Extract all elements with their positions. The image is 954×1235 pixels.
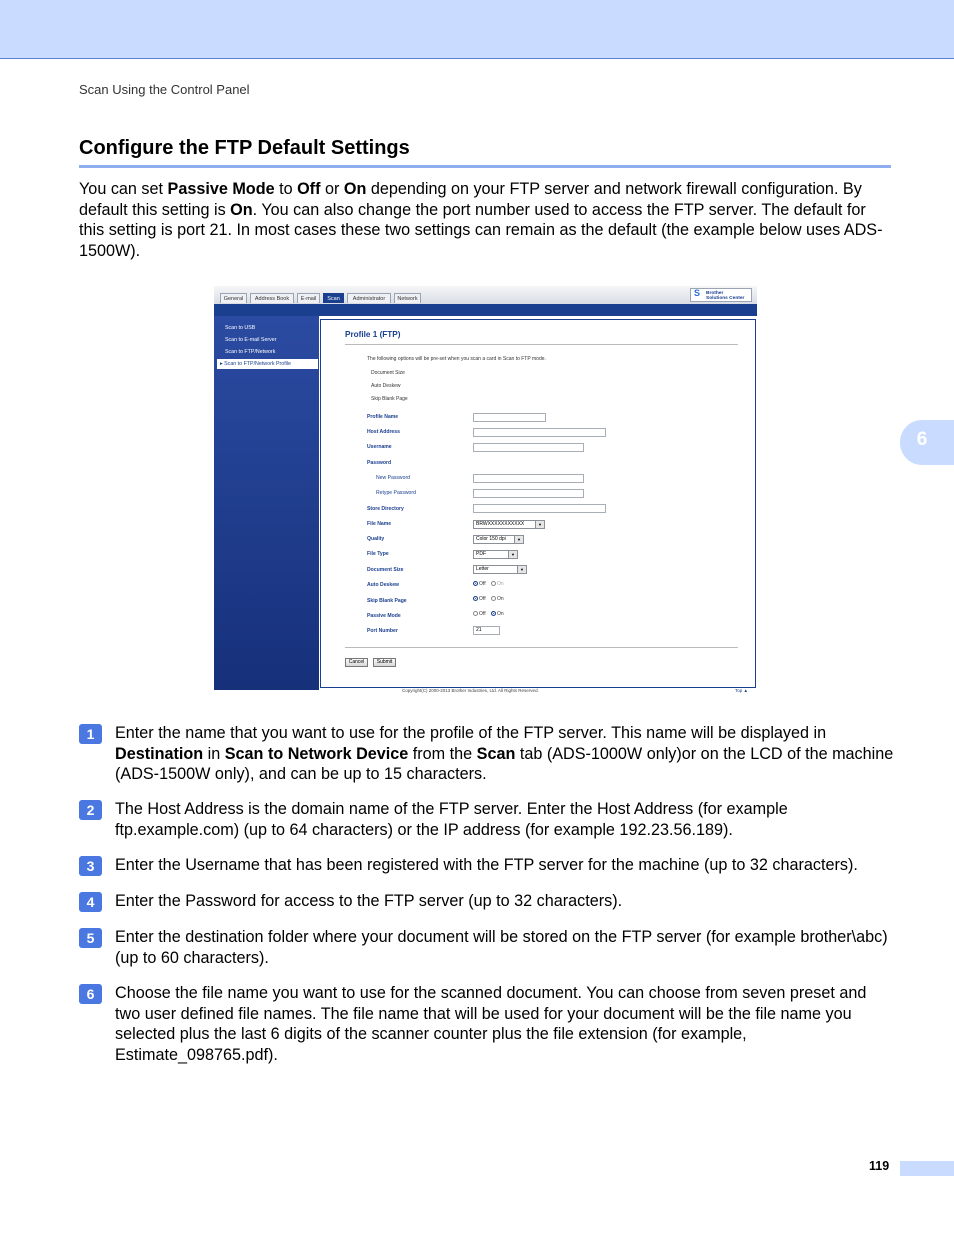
label-file-type: File Type — [367, 551, 389, 557]
step-text — [115, 723, 895, 785]
intro-bold-passive-mode: Passive Mode — [167, 180, 275, 198]
quality-select[interactable] — [473, 535, 524, 544]
top-header-band — [0, 0, 954, 59]
radio-label-off: Off — [479, 596, 486, 602]
label-skip-blank-page: Skip Blank Page — [367, 598, 407, 604]
intro-text: to — [274, 180, 298, 198]
store-directory-input[interactable] — [473, 504, 606, 513]
nav-strip — [214, 304, 757, 316]
step-number-badge: 6 — [79, 984, 102, 1004]
label-port-number: Port Number — [367, 628, 398, 634]
running-header: Scan Using the Control Panel — [79, 82, 250, 97]
intro-bold-on-default: On — [230, 200, 253, 219]
step-text-bold: Destination — [115, 744, 204, 763]
port-number-input[interactable]: 21 — [473, 626, 500, 635]
step-text-part: in — [203, 744, 225, 763]
radio-label-off: Off — [479, 581, 486, 587]
label-store-directory: Store Directory — [367, 506, 404, 512]
intro-text: or — [320, 180, 344, 198]
submit-button[interactable]: Submit — [373, 658, 396, 667]
radio-label-on: On — [496, 611, 504, 617]
step-text: Enter the Username that has been registered with the FTP server for the machine (up to 32 characters). — [115, 856, 858, 874]
sidebar-item-scan-to-usb[interactable]: Scan to USB — [225, 325, 256, 331]
chevron-down-icon: ▼ — [514, 536, 523, 543]
step-text-part: tab (ADS-1000W only)or on the LCD of the machine (ADS-1500W only), and can be up to 15 characters. — [115, 744, 894, 783]
tab-address-book[interactable]: Address Book — [250, 293, 294, 303]
tab-general[interactable]: General — [220, 293, 247, 303]
label-new-password: New Password — [376, 475, 410, 481]
sidebar — [214, 316, 319, 690]
tab-bar — [214, 286, 757, 304]
section-title: Configure the FTP Default Settings — [79, 137, 410, 159]
label-quality: Quality — [367, 536, 385, 542]
sidebar-item-label: Scan to FTP/Network Profile — [224, 361, 291, 367]
file-name-value: BRWXXXXXXXXXXX — [476, 521, 525, 527]
label-profile-name: Profile Name — [367, 414, 399, 420]
document-size-value: Letter — [476, 566, 489, 572]
passive-mode-on-radio[interactable] — [491, 611, 496, 616]
label-document-size: Document Size — [367, 567, 404, 573]
step-text-part: from the — [408, 744, 477, 763]
page-number: 119 — [869, 1159, 890, 1173]
intro-bold-off: Off — [297, 180, 321, 198]
tab-administrator[interactable]: Administrator — [347, 293, 391, 303]
step-text: Enter the Password for access to the FTP server (up to 32 characters). — [115, 892, 623, 910]
preset-item: Auto Deskew — [371, 383, 401, 389]
profile-title: Profile 1 (FTP) — [345, 330, 401, 339]
label-password: Password — [367, 460, 392, 466]
radio-label-on: On — [496, 581, 504, 587]
solutions-center-line2: Solutions Center — [706, 296, 745, 301]
auto-deskew-off-radio[interactable] — [473, 581, 478, 586]
host-address-input[interactable] — [473, 428, 606, 437]
solutions-center-button[interactable] — [690, 288, 752, 302]
step-number-badge: 3 — [79, 856, 102, 876]
passive-mode-radios — [473, 611, 508, 617]
chevron-down-icon: ▼ — [508, 551, 517, 558]
chevron-down-icon: ▼ — [517, 566, 526, 573]
solutions-center-line1: Brother — [706, 291, 724, 296]
step-text: Enter the destination folder where your document will be stored on the FTP server (for example brother\abc) (up to 60 characters). — [115, 928, 888, 967]
sidebar-item-scan-to-email[interactable]: Scan to E-mail Server — [225, 337, 277, 343]
label-username: Username — [367, 444, 392, 450]
intro-bold-on: On — [343, 180, 367, 198]
quality-value: Color 150 dpi — [476, 536, 506, 542]
label-host-address: Host Address — [367, 429, 400, 435]
step-number-badge: 1 — [79, 724, 102, 744]
chevron-down-icon: ▼ — [535, 521, 544, 528]
document-size-select[interactable] — [473, 565, 527, 574]
step-text-bold: Scan to Network Device — [224, 744, 409, 763]
sidebar-item-scan-to-ftp[interactable]: Scan to FTP/Network — [225, 349, 276, 355]
step-text-part: Enter the name that you want to use for the profile of the FTP server. This name will be displayed in — [115, 724, 827, 742]
radio-label-off: Off — [479, 611, 486, 617]
cancel-button[interactable]: Cancel — [345, 658, 368, 667]
intro-text: . You can also change the port number used to access the FTP server. The default for this setting is port 21. In most cases these two settings can remain as the default (the example below uses ADS-1500W). — [79, 200, 883, 260]
label-file-name: File Name — [367, 521, 392, 527]
tab-email[interactable]: E-mail — [297, 293, 320, 303]
profile-name-input[interactable] — [473, 413, 546, 422]
profile-bottom-rule — [345, 647, 738, 648]
step-number-badge: 2 — [79, 800, 102, 820]
screenshot-footer — [320, 688, 757, 697]
intro-text: depending on your FTP server and network firewall configuration. By default this setting is — [79, 180, 862, 219]
top-link[interactable]: Top ▲ — [735, 688, 748, 693]
chapter-number: 6 — [916, 429, 928, 450]
profile-title-rule — [345, 344, 738, 345]
copyright-text: Copyright(C) 2000-2013 Brother Industries, Ltd. All Rights Reserved. — [402, 688, 539, 693]
label-retype-password: Retype Password — [376, 490, 416, 496]
preset-item: Skip Blank Page — [371, 396, 408, 402]
step-text-bold: Scan — [476, 744, 516, 763]
brother-logo-icon: S — [694, 288, 701, 298]
auto-deskew-on-radio[interactable] — [491, 581, 496, 586]
file-name-select[interactable] — [473, 520, 545, 529]
step-number-badge: 5 — [79, 928, 102, 948]
auto-deskew-radios — [473, 581, 508, 587]
intro-paragraph — [79, 179, 894, 261]
step-number-badge: 4 — [79, 892, 102, 912]
passive-mode-off-radio[interactable] — [473, 611, 478, 616]
step-text: The Host Address is the domain name of the FTP server. Enter the Host Address (for example ftp.example.com) (up to 64 characters) or the IP address (for example 192.23.56.189). — [115, 800, 788, 839]
tab-scan[interactable]: Scan — [323, 293, 344, 303]
username-input[interactable] — [473, 443, 584, 452]
profile-description: The following options will be pre-set when you scan a card in Scan to FTP mode. — [367, 356, 546, 362]
file-type-value: PDF — [476, 551, 486, 557]
skip-blank-on-radio[interactable] — [491, 596, 496, 601]
page-tab — [900, 1161, 954, 1176]
file-type-select[interactable] — [473, 550, 518, 559]
intro-text: You can set — [79, 180, 168, 198]
preset-item: Document Size — [371, 370, 405, 376]
new-password-input[interactable] — [473, 474, 584, 483]
tab-network[interactable]: Network — [394, 293, 421, 303]
skip-blank-off-radio[interactable] — [473, 596, 478, 601]
radio-label-on: On — [496, 596, 504, 602]
chapter-tab — [900, 420, 954, 465]
title-underline — [79, 165, 891, 168]
sidebar-item-ftp-profile[interactable]: ▸ Scan to FTP/Network Profile — [217, 359, 318, 369]
label-auto-deskew: Auto Deskew — [367, 582, 399, 588]
step-text: Choose the file name you want to use for the scanned document. You can choose from seven preset and two user defined file names. The file name that will be used for your document will be the file name you selected plus the last 6 digits of the scanner counter plus the file extension (for example, Estimate_098765.pdf). — [115, 984, 867, 1064]
web-management-screenshot — [214, 286, 757, 697]
profile-panel — [320, 319, 756, 688]
retype-password-input[interactable] — [473, 489, 584, 498]
skip-blank-page-radios — [473, 596, 508, 602]
label-passive-mode: Passive Mode — [367, 613, 401, 619]
